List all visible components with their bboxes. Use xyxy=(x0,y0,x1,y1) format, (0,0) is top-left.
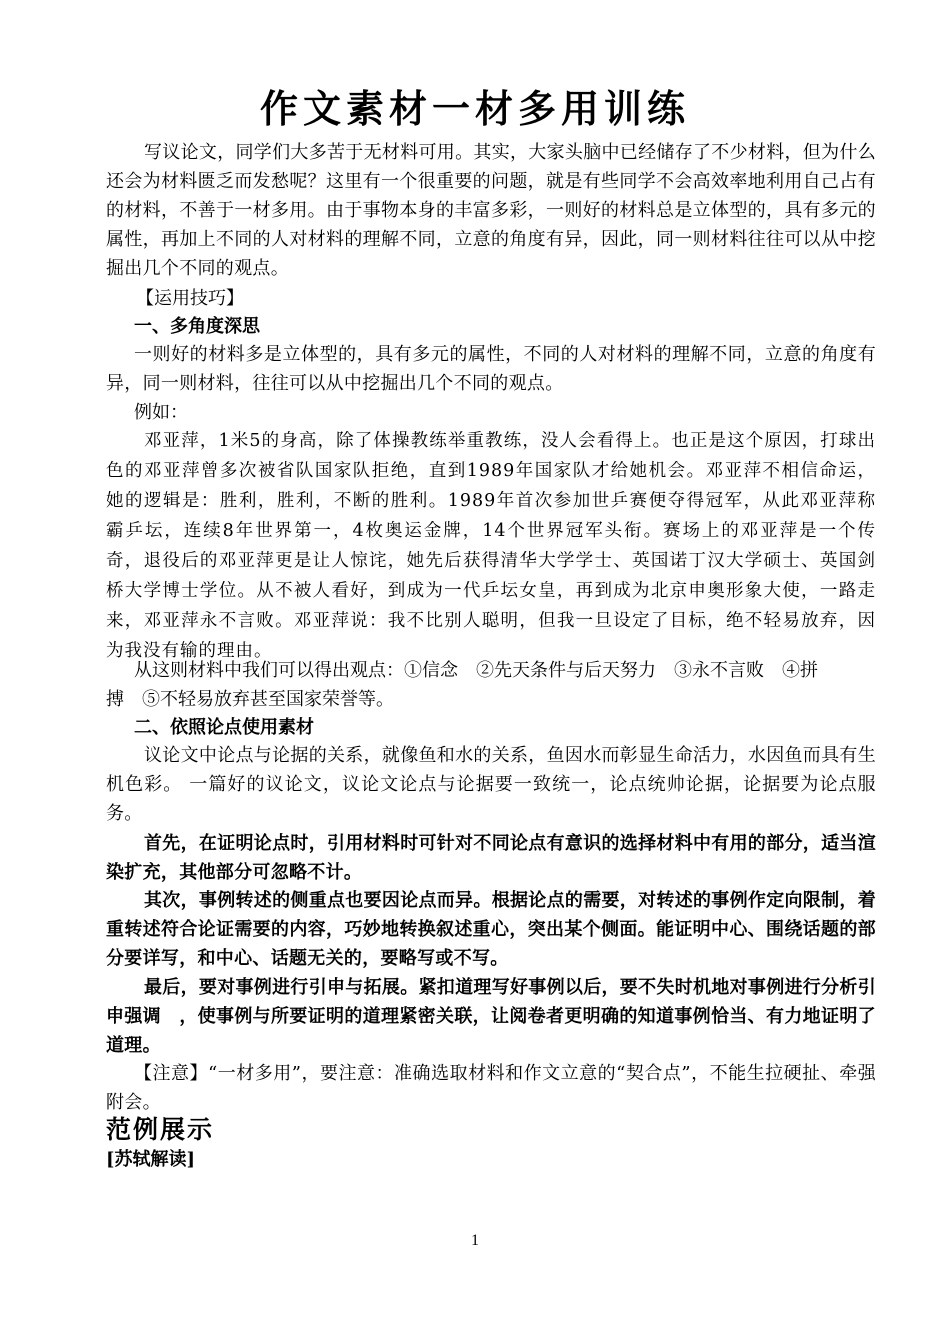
views-line-2: 搏 ⑤不轻易放弃甚至国家荣誉等。 xyxy=(106,689,394,710)
first-point-paragraph: 首先，在证明论点时，引用材料时可针对不同论点有意识的选择材料中有用的部分，适当渲染扩充，其他部分可忽略不计。 xyxy=(106,833,876,883)
page-title: 作文素材一材多用训练 xyxy=(259,87,690,131)
last-point-paragraph: 最后，要对事例进行引申与拓展。紧扣道理写好事例以后，要不失时机地对事例进行分析引申强调 ，使事例与所要证明的道理紧密关联，让阅卷者更明确的知道事例恰当、有力地证明了道理。 xyxy=(106,977,876,1056)
section2-heading: 二、依照论点使用素材 xyxy=(134,717,314,738)
skills-label: 【运用技巧】 xyxy=(136,288,244,309)
section2-body: 议论文中论点与论据的关系，就像鱼和水的关系，鱼因水而彰显生命活力，水因鱼而具有生机色彩。 一篇好的议论文，议论文论点与论据要一致统一，论点统帅论据，论据要为论点服务。 xyxy=(106,745,876,824)
views-line-1: 从这则材料中我们可以得出观点：①信念 ②先天条件与后天努力 ③永不言败 ④拼 xyxy=(134,660,818,681)
section1-heading: 一、多角度深思 xyxy=(134,316,260,337)
example-label: 例如： xyxy=(134,402,188,423)
intro-paragraph: 写议论文，同学们大多苦于无材料可用。其实，大家头脑中已经储存了不少材料，但为什么还会为材料匮乏而发愁呢？这里有一个很重要的问题，就是有些同学不会高效率地利用自己占有的材料，不善于一材多用。由于事物本身的丰富多彩，一则好的材料总是立体型的，具有多元的属性，再加上不同的人对材料的理解不同，立意的角度有异，因此，同一则材料往往可以从中挖掘出几个不同的观点。 xyxy=(106,142,876,279)
section1-body: 一则好的材料多是立体型的，具有多元的属性，不同的人对材料的理解不同，立意的角度有异，同一则材料，往往可以从中挖掘出几个不同的观点。 xyxy=(106,344,876,394)
second-point-paragraph: 其次，事例转述的侧重点也要因论点而异。根据论点的需要，对转述的事例作定向限制，着重转述符合论证需要的内容，巧妙地转换叙述重心，突出某个侧面。能证明中心、围绕话题的部分要详写，和中心、话题无关的，要略写或不写。 xyxy=(106,890,876,969)
page-number: 1 xyxy=(471,1232,479,1249)
showcase-heading: 范例展示 xyxy=(106,1115,215,1144)
example-paragraph: 邓亚萍，1米5的身高，除了体操教练举重教练，没人会看得上。也正是这个原因，打球出色的邓亚萍曾多次被省队国家队拒绝，直到1989年国家队才给她机会。邓亚萍不相信命运，她的逻辑是：胜利，胜利，不断的胜利。1989年首次参加世乒赛便夺得冠军，从此邓亚萍称霸乒坛，连续8年世界第一，4枚奥运金牌，14个世界冠军头衔。赛场上的邓亚萍是一个传奇，退役后的邓亚萍更是让人惊诧，她先后获得清华大学学士、英国诺丁汉大学硕士、英国剑桥大学博士学位。从不被人看好，到成为一代乒坛女皇，再到成为北京申奥形象大使，一路走来，邓亚萍永不言败。邓亚萍说：我不比别人聪明，但我一旦设定了目标，绝不轻易放弃，因为我没有输的理由。 xyxy=(106,431,876,661)
showcase-subheading: [苏轼解读] xyxy=(106,1149,196,1170)
note-paragraph: 【注意】“一材多用”，要注意：准确选取材料和作文立意的“契合点”，不能生拉硬扯、牵强附会。 xyxy=(106,1063,876,1113)
